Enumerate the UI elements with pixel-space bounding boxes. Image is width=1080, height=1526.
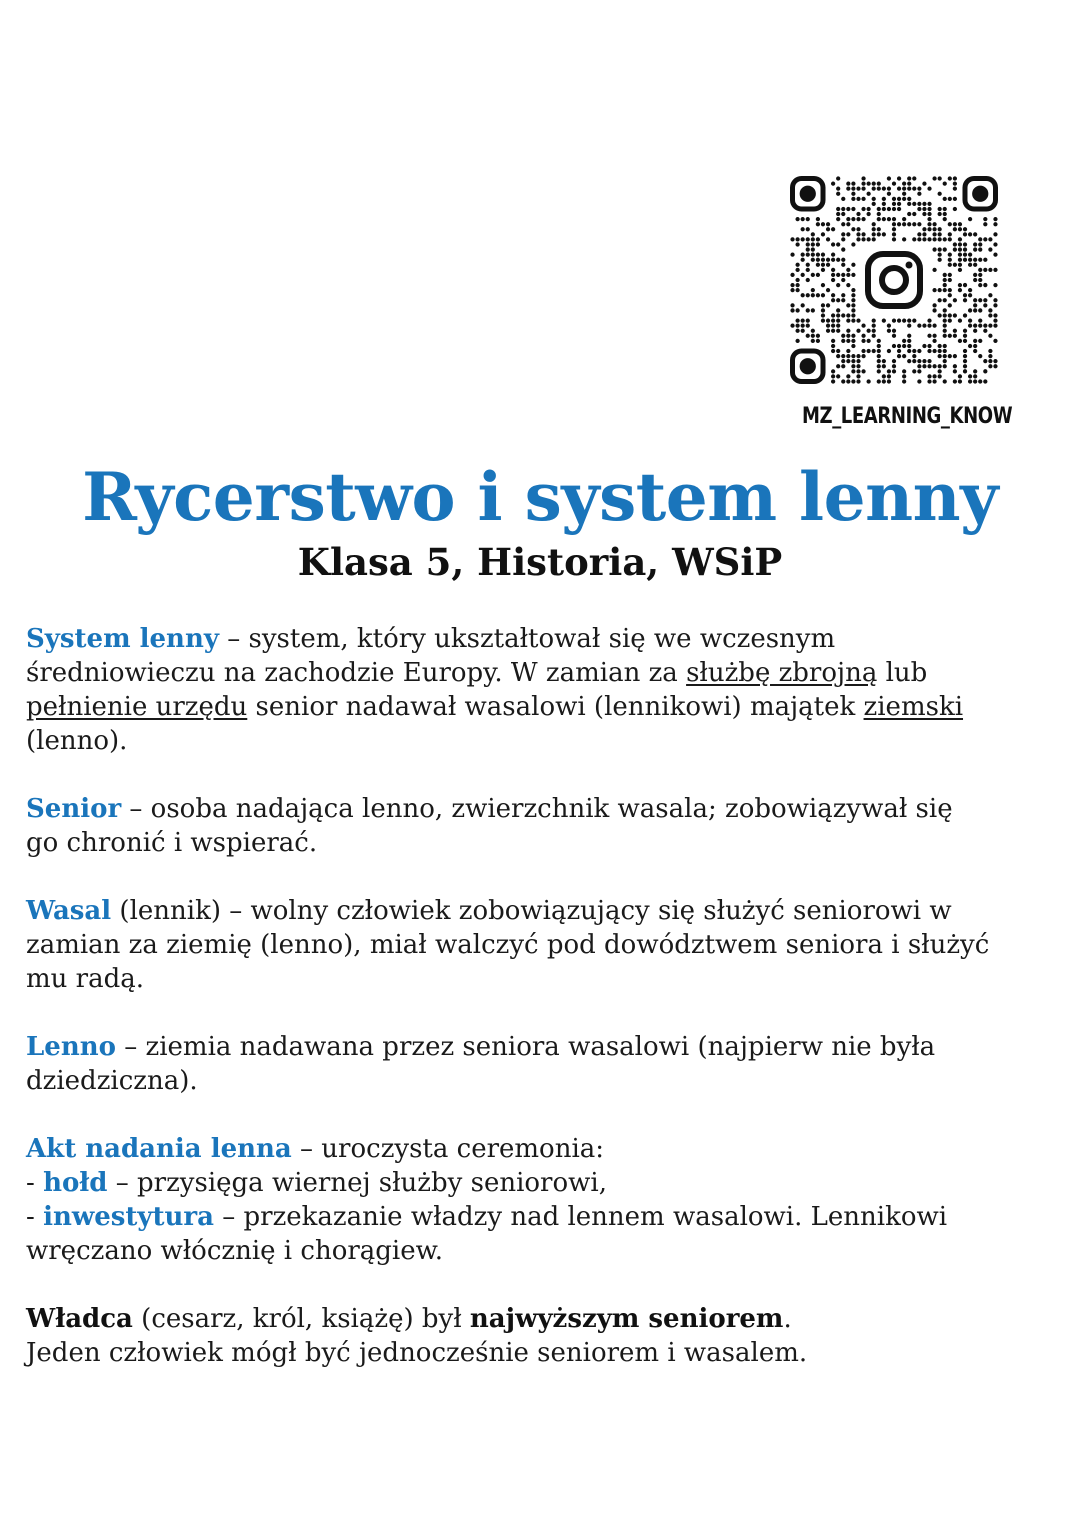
text: go chronić i wspierać. [26,828,318,858]
bullet-dash: - [26,1202,44,1232]
text: wręczano włócznię i chorągiew. [26,1236,444,1266]
qr-block [782,176,1013,429]
line [26,1302,1066,1336]
text: dziedziczna). [26,1066,198,1096]
line [26,690,1066,724]
text: – przekazanie władzy nad lennem wasalowi. Lennikowi [213,1202,948,1232]
text: (lenno). [26,726,128,756]
definition-wasal [26,894,1066,996]
line [26,656,1066,690]
line [26,962,1066,996]
underlined-text: pełnienie urzędu [26,692,248,722]
text: (cesarz, król, książę) był [132,1304,470,1334]
term-system-lenny: System lenny [26,624,219,654]
term-wladca: Władca [26,1304,133,1334]
line [26,1030,1066,1064]
definition-lenno [26,1030,1066,1098]
line [26,894,1066,928]
text: – uroczysta ceremonia: [291,1134,605,1164]
text: Jeden człowiek mógł być jednocześnie seniorem i wasalem. [26,1338,808,1368]
text: senior nadawał wasalowi (lennikowi) majątek [247,692,864,722]
text: średniowieczu na zachodzie Europy. W zamian za [26,658,687,688]
definition-senior [26,792,1066,860]
definition-system-lenny [26,622,1066,758]
bullet-dash: - [26,1168,44,1198]
term-wasal: Wasal [26,896,112,926]
line [26,1336,1066,1370]
instagram-handle: MZ_LEARNING_KNOW [801,404,1013,429]
line [26,1064,1066,1098]
content [26,622,1066,1404]
line [26,1234,1066,1268]
bold-text: najwyższym seniorem [469,1304,784,1334]
text: – system, który ukształtował się we wczesnym [218,624,836,654]
line [26,826,1066,860]
text: – ziemia nadawana przez seniora wasalowi (najpierw nie była [115,1032,936,1062]
line [26,1200,1066,1234]
definition-akt-nadania-lenna [26,1132,1066,1268]
definition-wladca [26,1302,1066,1370]
page-subtitle: Klasa 5, Historia, WSiP [297,540,783,584]
term-lenno: Lenno [26,1032,116,1062]
line [26,622,1066,656]
text: – osoba nadająca lenno, zwierzchnik wasala; zobowiązywał się [121,794,953,824]
term-senior: Senior [26,794,122,824]
term-inwestytura: inwestytura [43,1202,214,1232]
text: lub [877,658,928,688]
text: (lennik) – wolny człowiek zobowiązujący się służyć seniorowi w [111,896,952,926]
line [26,724,1066,758]
text: . [783,1304,792,1334]
text: – przysięga wiernej służby seniorowi, [107,1168,607,1198]
line [26,1166,1066,1200]
underlined-text: ziemski [863,692,964,722]
text: zamian za ziemię (lenno), miał walczyć pod dowództwem seniora i służyć [26,930,990,960]
instagram-qr-icon[interactable] [790,176,998,384]
text: mu radą. [26,964,145,994]
line [26,792,1066,826]
page-title: Rycerstwo i system lenny [82,458,998,536]
term-akt-nadania-lenna: Akt nadania lenna [26,1134,292,1164]
term-hold: hołd [43,1168,108,1198]
line [26,1132,1066,1166]
underlined-text: służbę zbrojną [686,658,878,688]
line [26,928,1066,962]
